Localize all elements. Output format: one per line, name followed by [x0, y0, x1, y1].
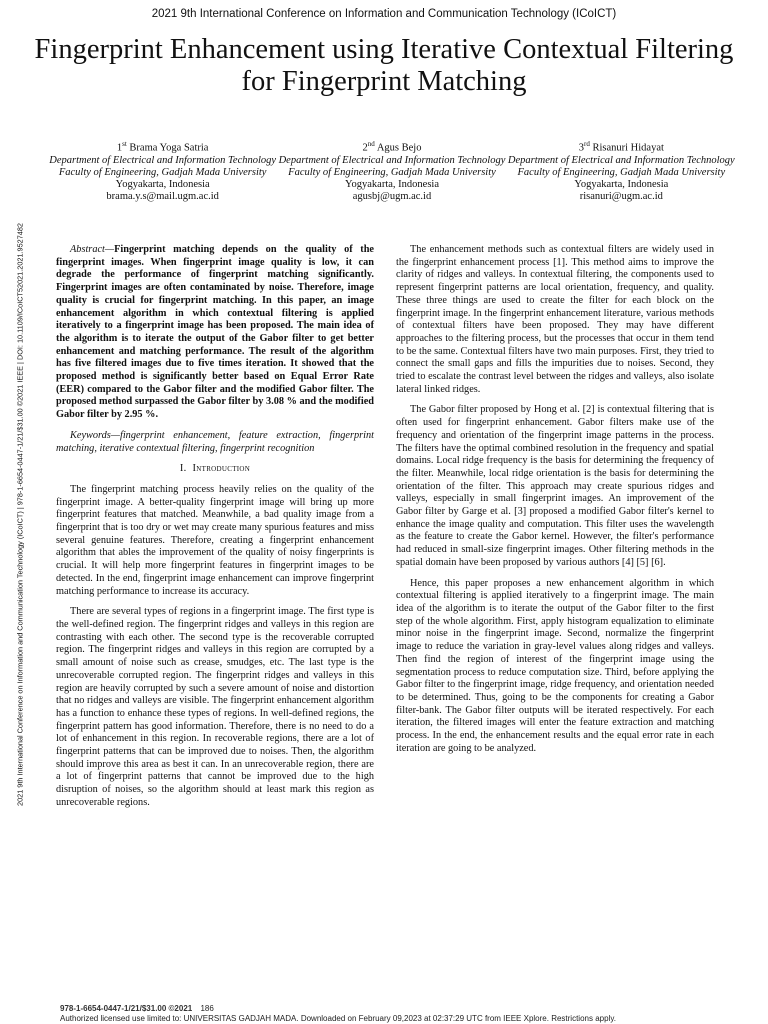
right-column	[396, 244, 714, 763]
author-2	[277, 138, 506, 203]
author-location: Yogyakarta, Indonesia	[115, 178, 210, 190]
author-name: 1st Brama Yoga Satria	[116, 140, 209, 154]
author-dept: Department of Electrical and Information Technology	[278, 154, 506, 166]
author-email: agusbj@ugm.ac.id	[352, 190, 432, 202]
section-heading-introduction: I. Introduction	[179, 463, 251, 475]
intro-paragraph-4: The Gabor filter proposed by Hong et al. [2] is contextual filtering that is often used for fingerprint enhancement. Gabor filters make use of the frequency and orientation of the fingerprint image patterns in the process. The filters have the optimal combined resolution in the frequency and spatial domains. Local ridge frequency is the basis for determining the frequency of the filter. Meanwhile, local ridge orientation is the basis for determining the orientation of the filter. This approach may create spurious ridges and valleys, especially in small fingerprint images. An improvement of the Gabor filter by Garge et al. [3] proposed a modified Gabor filter's kernel to enhance the image quality and computation. This filter uses the wavelength as the feature to create the Gabor kernel. However, the filter's performance had reduced in small-size fingerprint images. Other filtering methods in the spatial domain have been proposed by various authors [4] [5] [6].	[396, 404, 714, 568]
author-dept: Department of Electrical and Information Technology	[49, 154, 277, 166]
side-doi-note: 2021 9th International Conference on Information and Communication Technology (ICoICT) | 978-1-6654-0447-1/21/$31.00 ©2021 IEEE | DOI: 10.1109/ICoICT52021.2021.9527482	[15, 223, 25, 806]
author-faculty: Faculty of Engineering, Gadjah Mada University	[288, 166, 496, 178]
page-number: 186	[200, 1004, 214, 1013]
left-column	[56, 244, 374, 818]
intro-paragraph-5: Hence, this paper proposes a new enhancement algorithm in which contextual filtering is applied iteratively to a fingerprint image. The main idea of the algorithm is to iterate the output of the Gabor filter to the first step of the whole algorithm. First, apply histogram equalization to eliminate minor noise in the fingerprint image. Second, normalize the fingerprint image to reduce the variation in gray-level values along ridges and valleys. Then find the region of interest of the fingerprint image using the segmentation process to reduce computation size. Third, before applying the Gabor filter to the fingerprint image, ridge frequency, and orientation needed to be determined. Thus, going to be the components for creating a Gabor filter-bank. The Gabor filter outputs will be iterated respectively. For each iteration, the filtered images will enter the feature extraction and matching process. In the end, the enhancement results and the equal error rate in each iteration are going to be analyzed.	[396, 577, 714, 754]
intro-paragraph-2: There are several types of regions in a fingerprint image. The first type is the well-defined region. The fingerprint ridges and valleys in this region are contrasting with each other. The second type is the recoverable corrupted region. The fingerprint ridges and valleys in this region are corrupted by a small amount of noise such as crease, smudges, etc. The last type is the unrecoverable corrupted region. The fingerprint ridges and valleys in this region are heavily corrupted by such a severe amount of noise and distortion that no ridges and valleys are visible. The fingerprint enhancement algorithm has a function to enhance these types of regions. In well-defined regions, the fingerprint pattern has good information. Therefore, there is no need to do a lot of enhancement in this region. In recoverable regions, there are a lot of fingerprint patterns that can be improved due to noises. Then, the algorithm should improve this area as best it can. In an unrecoverable region, there are a lot of fingerprint patterns that cannot be improved due to the high disruption of noises, so the algorithm should at least mark this region as unrecoverable regions.	[56, 606, 374, 808]
conference-header: 2021 9th International Conference on Information and Communication Technology (ICoICT)	[151, 8, 617, 20]
author-name: 2nd Agus Bejo	[362, 140, 422, 154]
author-faculty: Faculty of Engineering, Gadjah Mada University	[58, 166, 267, 178]
paper-title: Fingerprint Enhancement using Iterative Contextual Filtering for Fingerprint Matching	[34, 34, 734, 97]
author-block	[48, 138, 736, 203]
keywords: Keywords—fingerprint enhancement, feature extraction, fingerprint matching, iterative contextual filtering, fingerprint recognition	[56, 429, 374, 454]
author-email: risanuri@ugm.ac.id	[579, 190, 663, 202]
author-location: Yogyakarta, Indonesia	[344, 178, 439, 190]
author-email: brama.y.s@mail.ugm.ac.id	[106, 190, 219, 202]
intro-paragraph-1: The fingerprint matching process heavily relies on the quality of the fingerprint image. A better-quality fingerprint image will bring up more fingerprint features that matched. Meanwhile, a bad quality image from a fingerprint that is too dry or wet may create many spurious features and miss several genuine features. Therefore, creating a fingerprint enhancement algorithm that ables the improvement of the quality of noisy fingerprints is crucial. It will help more fingerprint features in fingerprint images to be detected. In the end, fingerprint image enhancement can improve fingerprint matching performance to increase its accuracy.	[56, 483, 374, 597]
author-1	[48, 138, 277, 203]
page-footer	[60, 1004, 760, 1023]
author-location: Yogyakarta, Indonesia	[574, 178, 669, 190]
intro-paragraph-3: The enhancement methods such as contextual filters are widely used in the fingerprint enhancement process [1]. This method aims to improve the clarity of ridges and valleys. In contextual filtering, the components used to represent fingerprint patterns are local orientation, frequency, and quality. These three things are used to create the filter for each block on the fingerprint image. In the fingerprint enhancement literature, various methods of contextual filters have been proposed. They may have different approaches to the filtering process, but the processes that occur in them tend to be the same. Contextual filters have two main purposes. First, they tried to connect the small gaps and fills the impurities due to noises. Second, they tried to escalate the contrast level between the ridges and valleys, also isolate lateral linked ridges.	[396, 244, 714, 395]
footer-license: Authorized licensed use limited to: UNIVERSITAS GADJAH MADA. Downloaded on February 09,2023 at 02:37:29 UTC from IEEE Xplore. Restrictions apply.	[60, 1014, 616, 1023]
author-faculty: Faculty of Engineering, Gadjah Mada University	[517, 166, 726, 178]
author-name: 3rd Risanuri Hidayat	[578, 140, 664, 154]
footer-doi: 978-1-6654-0447-1/21/$31.00 ©2021	[60, 1004, 193, 1013]
author-dept: Department of Electrical and Information Technology	[507, 154, 735, 166]
author-3	[507, 138, 736, 203]
abstract: Abstract—Fingerprint matching depends on the quality of the fingerprint images. When fingerprint image quality is low, it can degrade the performance of fingerprint matching significantly. Fingerprint images are often contaminated by noise. Therefore, image quality is crucial for fingerprint matching. In this paper, an image enhancement algorithm in which contextual filtering is applied iteratively to a fingerprint image has been proposed. The main idea of the algorithm is to iterate the output of the Gabor filter to get better enhancement and matching performance. The result of the algorithm has five filtered images due to five times iteration. It showed that the proposed method is significantly better based on Equal Error Rate (EER) compared to the Gabor filter and the modified Gabor filter. The proposed method surpassed the Gabor filter by 3.08 % and the modified Gabor filter by 2.95 %.	[56, 244, 374, 421]
